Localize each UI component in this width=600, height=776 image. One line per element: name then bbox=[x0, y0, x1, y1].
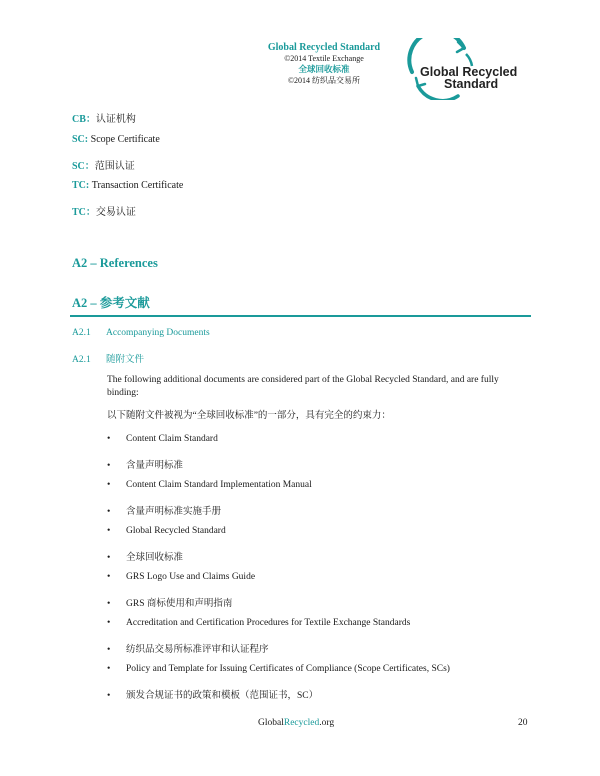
definition-item: SC：范围认证 bbox=[72, 161, 135, 172]
list-item: • 全球回收标准 bbox=[107, 553, 184, 563]
list-item: • 纺织品交易所标准评审和认证程序 bbox=[107, 645, 269, 655]
section-heading-cn: A2 – 参考文献 bbox=[72, 296, 150, 310]
definition-item: CB：认证机构 bbox=[72, 114, 136, 125]
list-item: • 含量声明标准实施手册 bbox=[107, 507, 222, 517]
definition-item: TC：交易认证 bbox=[72, 207, 136, 218]
subsection-heading-cn: A2.1 随附文件 bbox=[72, 355, 145, 365]
list-item: • GRS Logo Use and Claims Guide bbox=[107, 572, 256, 582]
logo-text-line2: Standard bbox=[444, 77, 499, 91]
definition-item: SC: Scope Certificate bbox=[72, 134, 160, 145]
section-divider bbox=[70, 315, 531, 317]
list-item: • Content Claim Standard bbox=[107, 434, 218, 444]
grs-logo-icon bbox=[400, 38, 528, 100]
list-item: • GRS 商标使用和声明指南 bbox=[107, 599, 233, 609]
list-item: • Content Claim Standard Implementation Manual bbox=[107, 480, 312, 490]
logo-text-line1: Global Recycled bbox=[420, 65, 518, 79]
intro-paragraph-cn: 以下随附文件被视为“全球回收标准”的一部分，具有完全的约束力： bbox=[107, 411, 391, 421]
header-title: Global Recycled Standard bbox=[267, 42, 381, 53]
subsection-heading-en: A2.1 Accompanying Documents bbox=[72, 328, 210, 338]
header-text-block bbox=[250, 42, 398, 86]
list-item: • 颁发合规证书的政策和模板（范围证书，SC） bbox=[107, 691, 319, 701]
page-number: 20 bbox=[518, 718, 528, 728]
intro-paragraph-en: The following additional documents are considered part of the Global Recycled Standard, and are fully binding: bbox=[107, 375, 499, 398]
section-heading-en: A2 – References bbox=[72, 256, 158, 270]
list-item: • Policy and Template for Issuing Certificates of Compliance (Scope Certificates, SCs) bbox=[107, 664, 450, 674]
header-copyright-en: ©2014 Textile Exchange bbox=[284, 54, 364, 63]
list-item: • Accreditation and Certification Procedures for Textile Exchange Standards bbox=[107, 618, 411, 628]
list-item: • 含量声明标准 bbox=[107, 461, 184, 471]
header-copyright-cn: ©2014 纺织品交易所 bbox=[287, 76, 361, 85]
footer-website: GlobalRecycled.org bbox=[258, 718, 335, 728]
list-item: • Global Recycled Standard bbox=[107, 526, 226, 536]
header-title-cn: 全球回收标准 bbox=[298, 64, 350, 74]
definition-item: TC: Transaction Certificate bbox=[72, 180, 184, 191]
